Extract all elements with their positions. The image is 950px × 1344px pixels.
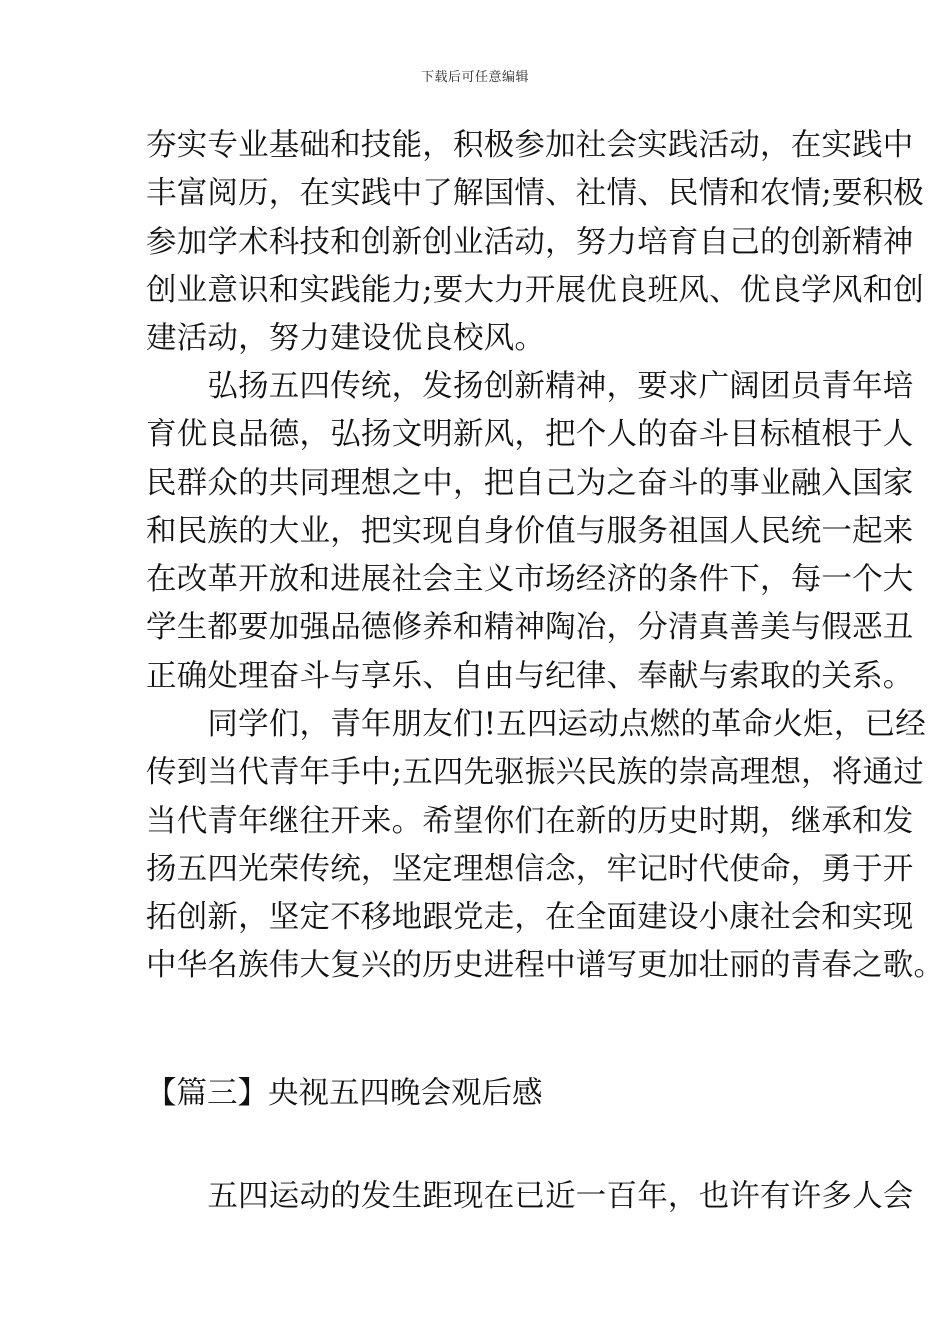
text-line: 五四运动的发生距现在已近一百年，也许有许多人会 [146, 1179, 914, 1214]
text-line: 民群众的共同理想之中，把自己为之奋斗的事业融入国家 [146, 465, 914, 501]
section-heading: 【篇三】央视五四晚会观后感 [146, 1076, 543, 1111]
paragraph-4 [146, 1173, 914, 1221]
text-line: 正确处理奋斗与享乐、自由与纪律、奉献与索取的关系。 [146, 658, 914, 694]
text-line: 丰富阅历，在实践中了解国情、社情、民情和农情;要积极 [146, 176, 924, 212]
text-line: 在改革开放和进展社会主义市场经济的条件下，每一个大 [146, 562, 914, 598]
text-line: 和民族的大业，把实现自身价值与服务祖国人民统一起来 [146, 513, 914, 549]
text-line: 中华名族伟大复兴的历史进程中谱写更加壮丽的青春之歌。 [146, 948, 945, 984]
paragraph-2 [146, 363, 914, 701]
text-line: 拓创新，坚定不移地跟党走，在全面建设小康社会和实现 [146, 900, 914, 936]
text-line: 传到当代青年手中;五四先驱振兴民族的崇高理想，将通过 [146, 755, 924, 791]
text-line: 学生都要加强品德修养和精神陶冶，分清真善美与假恶丑 [146, 610, 914, 646]
paragraph-3 [146, 701, 945, 991]
text-line: 建活动，努力建设优良校风。 [146, 321, 546, 357]
page-header-note: 下载后可任意编辑 [420, 70, 529, 85]
text-line: 同学们，青年朋友们!五四运动点燃的革命火炬，已经 [146, 707, 926, 742]
text-line: 育优良品德，弘扬文明新风，把个人的奋斗目标植根于人 [146, 417, 914, 453]
text-line: 参加学术科技和创新创业活动，努力培育自己的创新精神 [146, 224, 914, 260]
text-line: 弘扬五四传统，发扬创新精神，要求广阔团员青年培 [146, 369, 914, 404]
text-line: 当代青年继往开来。希望你们在新的历史时期，继承和发 [146, 803, 914, 839]
paragraph-1 [146, 122, 924, 363]
text-line: 扬五四光荣传统，坚定理想信念，牢记时代使命，勇于开 [146, 851, 914, 887]
text-line: 创业意识和实践能力;要大力开展优良班风、优良学风和创 [146, 272, 924, 308]
text-line: 夯实专业基础和技能，积极参加社会实践活动，在实践中 [146, 128, 914, 163]
